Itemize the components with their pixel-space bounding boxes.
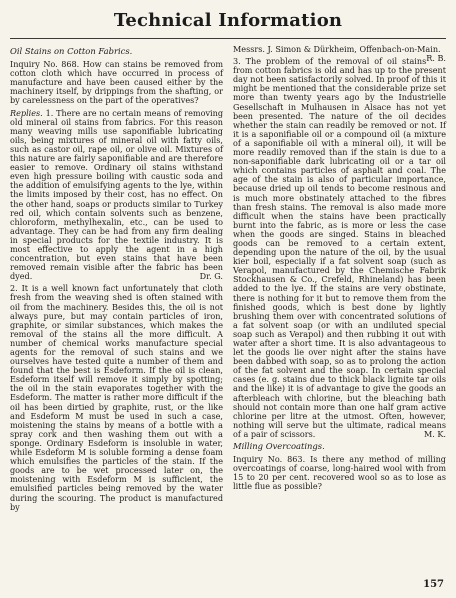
section-title-milling: Milling Overcoatings. xyxy=(233,441,325,452)
inquiry-863: Inquiry No. 863. Is there any method of milling overcoatings of coarse, long-haired wool with from 15 to 20 per cent. recovered wool so as to lose as little flue as possible? xyxy=(233,454,446,492)
inquiry-868: Inquiry No. 868. How can stains be removed from cotton cloth which have occurred in process of manufacture and have been caused either by the machinery itself, by drippings from the shafting, or by carelessness on the part of the operatives? xyxy=(10,59,223,106)
section-title-oil-stains: Oil Stains on Cotton Fabrics. xyxy=(10,46,133,56)
reply-1-text: 1. There are no certain means of removing old mineral oil stains from fabrics. For this reason many weaving mills use saponifiable lubricating oils, being mixtures of mineral oil with fatty oils, such as castor oil, rape oil, or olive oil. Mixtures of this nature are fairly saponifiable and are therefore easier to remove. Ordinary oil stains withstand even high pressure boiling with caustic soda and the addition of emulsifying agents to the lye, within the limits imposed by their cost, has no effect. On the other hand, soaps or products similar to Turkey red oil, which contain solvents such as benzene, chloroform, methylhexalin, etc., can be used to advantage. They can be had from any firm dealing in special products for the textile industry. It is most effective to apply the agent in a high concentration, but even stains that have been removed remain visible after the fabric has been dyed. xyxy=(10,107,223,282)
reply-1 xyxy=(10,109,223,282)
page-number: 157 xyxy=(423,579,444,590)
reply-3 xyxy=(233,57,446,439)
reply-2-cont-text: Messrs. J. Simon & Dürkheim, Offenbach-on-Main. xyxy=(233,44,441,54)
page-header: Technical Information xyxy=(113,10,343,31)
reply-2: 2. It is a well known fact unfortunately that cloth fresh from the weaving shed is often stained with oil from the machinery. Besides this, the oil is not always pure, but may contain particles of iron, graphite, or similar substances, which makes the removal of the stains all the more difficult. A number of chemical works manufacture special agents for the removal of such stains and we ourselves have tested quite a number of them and found that the best is Esdeform. If the oil is clean, Esdeform itself will remove it simply by spotting; the oil in the stain evaporates together with the Esdeform. The matter is rather more difficult if the oil has been dirtied by graphite, rust, or the like and Esdeform M must be used in such a case, moistening the stains by means of a bottle with a spray cork and then washing them out with a sponge. Ordinary Esdeform is insoluble in water, while Esdeform M is soluble forming a dense foam which emulsifies the particles of the stain. If the goods are to be wet processed later on, the moistening with Esdeform M is sufficient, the emulsified particles being removed by the water during the scouring. The product is manufactured by xyxy=(10,283,223,512)
left-column xyxy=(10,45,223,515)
right-column xyxy=(233,45,446,515)
columns xyxy=(10,45,446,515)
reply-1-author: Dr. G. xyxy=(199,271,223,282)
reply-2-continued xyxy=(233,44,446,64)
replies-label: Replies. xyxy=(10,107,43,118)
reply-2-author: R. B. xyxy=(426,53,446,64)
header-rule xyxy=(10,38,446,39)
reply-3-text: 3. The problem of the removal of oil stains from cotton fabrics is old and has up to the present day not been satisfactorily solved. In proof of this it might be mentioned that the considerable prize set more than twenty years ago by the Industrielle Gesellschaft in Mulhausen in Alsace has not yet been presented. The nature of the oil decides whether the stain can readily be removed or not. If it is a saponifiable oil or a compound oil (a mixture of a saponifiable oil with a mineral oil), it will be more readily removed than if the stain is due to a non-saponifiable dark lubricating oil or a tar oil which contains particles of asphalt and coal. The age of the stain is also of particular importance, because dried up oil tends to become resinous and is much more obstinately attached to the fibres than fresh stains. The removal is also made more difficult when the stains have been practically burnt into the fabric, as is more or less the case when the goods are singed. Stains in bleached goods can be removed to a certain extent, depending upon the nature of the oil, by the usual kier boil, especially if a fat solvent soap (such as Verapol, manufactured by the Chemische Fabrik Stockhausen & Co., Crefeld, Rhineland) has been added to the lye. If the stains are very obstinate, there is nothing for it but to remove them from the finished goods, which is best done by lightly brushing them over with concentrated solutions of a fat solvent soap (or with an undiluted special soap such as Verapol) and then rubbing it out with water after a short time. It is also advantageous to let the goods lie over night after the stains have been dabbed with soap, so as to prolong the action of the fat solvent and the soap. In certain special cases (e. g. stains due to thick black lignite tar oils and the like) it is of advantage to give the goods an afterbleach with chlorine, but the bleaching bath should not contain more than one half gram active chlorine per litre at the utmost. Often, however, nothing will serve but the ultimate, radical means of a pair of scissors. xyxy=(233,56,446,439)
reply-3-author: M. K. xyxy=(423,428,446,439)
